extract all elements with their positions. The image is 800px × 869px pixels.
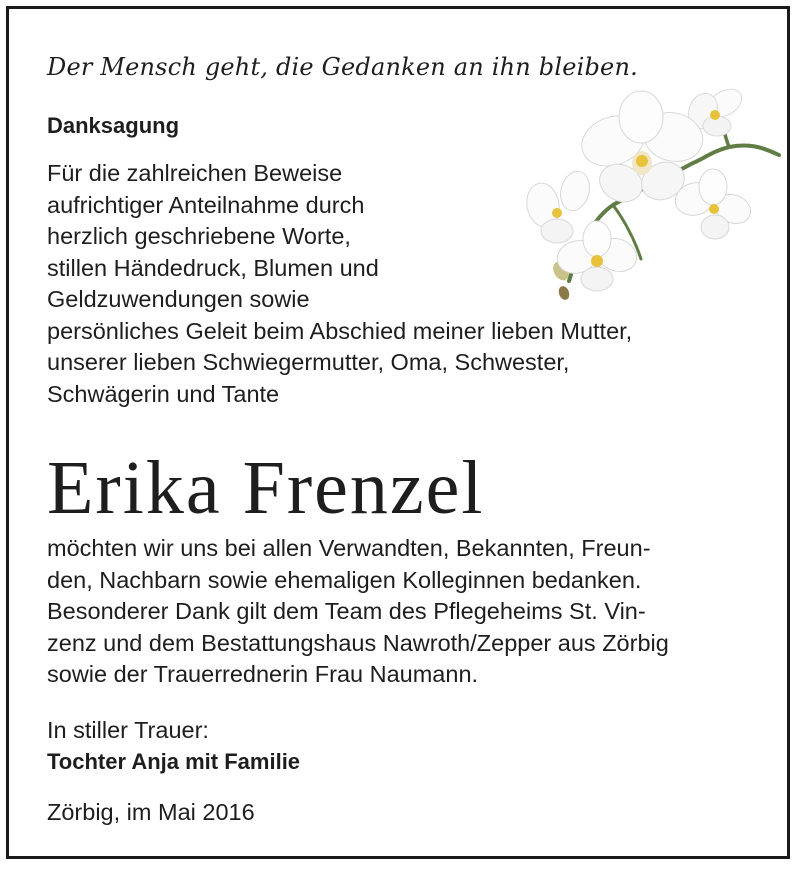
- thanks-line: möchten wir uns bei allen Verwandten, Bekannten, Freun-: [47, 535, 651, 561]
- orchid-illustration: [517, 81, 787, 306]
- intro-line: stillen Händedruck, Blumen und: [47, 254, 379, 281]
- obituary-card: [6, 6, 790, 859]
- intro-line: persönliches Geleit beim Abschied meiner lieben Mutter,: [47, 317, 633, 344]
- intro-line: unserer lieben Schwiegermutter, Oma, Schwester,: [47, 349, 570, 375]
- intro-line: herzlich geschriebene Worte,: [47, 223, 351, 249]
- motto-quote: Der Mensch geht, die Gedanken an ihn bleiben.: [47, 53, 638, 81]
- intro-line: Geldzuwendungen sowie: [47, 286, 310, 312]
- thanks-line: sowie der Trauerrednerin Frau Naumann.: [47, 661, 479, 687]
- intro-line: Für die zahlreichen Beweise: [47, 160, 343, 186]
- mourning-label: In stiller Trauer:: [47, 717, 209, 743]
- place-date: Zörbig, im Mai 2016: [47, 799, 255, 825]
- thanks-line: zenz und dem Bestattungshaus Nawroth/Zepper aus Zörbig: [47, 629, 669, 656]
- thanks-line: den, Nachbarn sowie ehemaligen Kolleginnen bedanken.: [47, 566, 642, 593]
- thanks-line: Besonderer Dank gilt dem Team des Pflegeheims St. Vin-: [47, 598, 646, 624]
- family-signature: Tochter Anja mit Familie: [47, 749, 301, 774]
- orchid-flower-left: [523, 168, 593, 243]
- intro-line: Schwägerin und Tante: [47, 380, 280, 407]
- deceased-name: Erika Frenzel: [47, 446, 485, 530]
- thanks-paragraph: [47, 533, 669, 691]
- intro-line: aufrichtiger Anteilnahme durch: [47, 191, 365, 218]
- notice-heading: Danksagung: [47, 113, 180, 138]
